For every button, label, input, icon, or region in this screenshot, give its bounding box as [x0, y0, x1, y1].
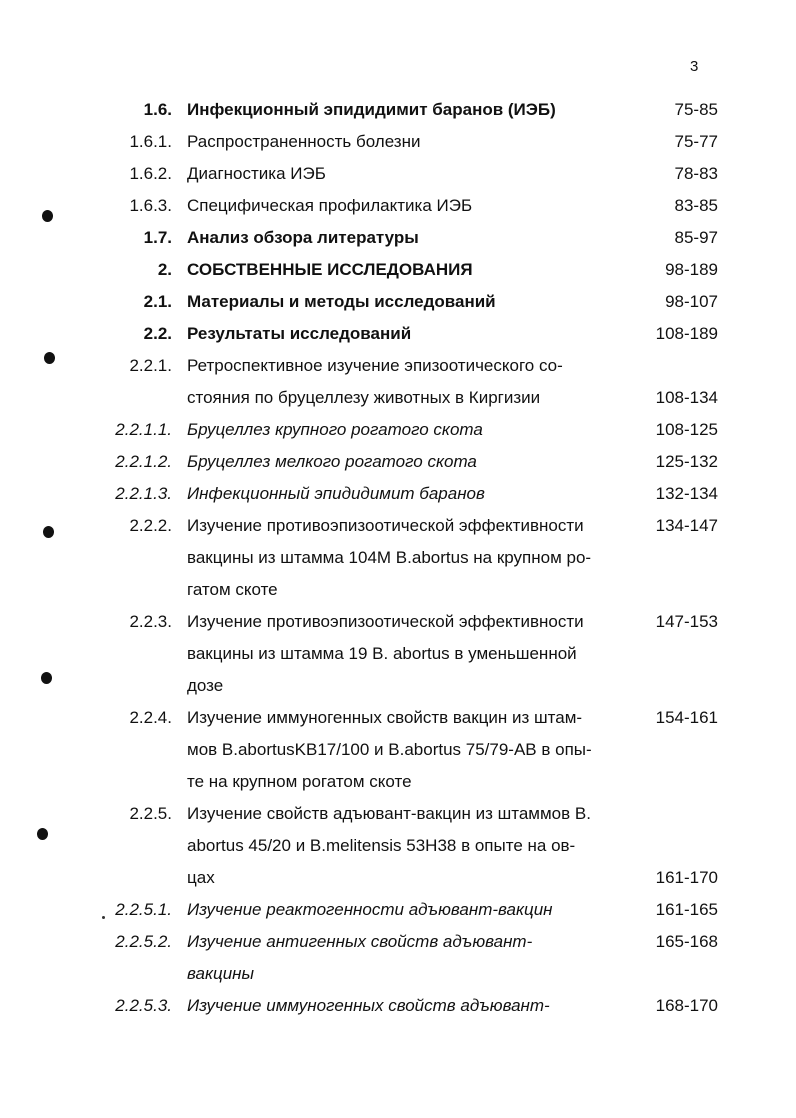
toc-entry-number: 2.1.	[143, 292, 172, 311]
toc-entry-line	[0, 990, 796, 1022]
toc-entry-line	[0, 318, 796, 350]
toc-entry-pages: 134-147	[655, 516, 718, 535]
toc-entry-line	[0, 126, 796, 158]
page-number: 3	[690, 58, 699, 75]
toc-entry-pages: 75-77	[674, 132, 718, 151]
toc-entry-title: гатом скоте	[187, 580, 278, 599]
toc-entry-line	[0, 734, 796, 766]
table-of-contents	[0, 94, 796, 1022]
toc-entry-number: 2.2.5.1.	[115, 900, 172, 919]
toc-entry-pages: 132-134	[655, 484, 718, 503]
toc-entry-title: цах	[187, 868, 215, 887]
toc-entry-title: Бруцеллез мелкого рогатого скота	[187, 452, 477, 471]
toc-entry-line	[0, 574, 796, 606]
toc-entry-number: 1.7.	[143, 228, 172, 247]
toc-entry-title: вакцины из штамма 19 B. abortus в уменьшенной	[187, 644, 577, 663]
toc-entry-line	[0, 894, 796, 926]
toc-entry-title: Изучение реактогенности адъювант-вакцин	[187, 900, 553, 919]
toc-entry-line	[0, 478, 796, 510]
toc-entry-title: вакцины из штамма 104М B.abortus на крупном ро-	[187, 548, 592, 567]
toc-entry-number: 2.2.5.2.	[115, 932, 172, 951]
toc-entry-number: 2.2.	[143, 324, 172, 343]
punch-hole-mark	[41, 672, 52, 684]
toc-entry-number: 2.2.1.1.	[115, 420, 172, 439]
toc-entry-line	[0, 190, 796, 222]
toc-entry-line	[0, 510, 796, 542]
toc-entry-title: Изучение противоэпизоотической эффективности	[187, 612, 584, 631]
toc-entry-pages: 125-132	[655, 452, 718, 471]
toc-entry-title: Инфекционный эпидидимит баранов	[187, 484, 485, 503]
punch-hole-mark	[37, 828, 48, 840]
punch-hole-mark	[44, 352, 55, 364]
punch-hole-mark	[43, 526, 54, 538]
toc-entry-line	[0, 766, 796, 798]
toc-entry-title: мов B.abortusKB17/100 и B.abortus 75/79-AB в опы-	[187, 740, 592, 759]
toc-entry-title: Специфическая профилактика ИЭБ	[187, 196, 473, 215]
toc-entry-title: Распространенность болезни	[187, 132, 421, 151]
toc-entry-pages: 75-85	[674, 100, 718, 119]
toc-entry-pages: 154-161	[655, 708, 718, 727]
toc-entry-title: Изучение свойств адъювант-вакцин из штаммов B.	[187, 804, 591, 823]
toc-entry-number: 2.2.1.	[129, 356, 172, 375]
toc-entry-title: Диагностика ИЭБ	[187, 164, 326, 183]
toc-entry-line	[0, 158, 796, 190]
toc-entry-pages: 98-189	[665, 260, 718, 279]
toc-entry-title: Изучение противоэпизоотической эффективности	[187, 516, 584, 535]
toc-entry-pages: 161-165	[655, 900, 718, 919]
toc-entry-title: Результаты исследований	[187, 324, 412, 343]
toc-entry-number: 2.2.5.	[129, 804, 172, 823]
toc-entry-pages: 168-170	[655, 996, 718, 1015]
toc-entry-pages: 165-168	[655, 932, 718, 951]
toc-entry-line	[0, 606, 796, 638]
toc-entry-line	[0, 926, 796, 958]
toc-entry-title: стояния по бруцеллезу животных в Киргизии	[187, 388, 541, 407]
toc-entry-title: Анализ обзора литературы	[187, 228, 419, 247]
toc-entry-number: 1.6.	[143, 100, 172, 119]
toc-entry-line	[0, 862, 796, 894]
toc-entry-line	[0, 414, 796, 446]
toc-entry-number: 2.	[157, 260, 172, 279]
toc-entry-line	[0, 382, 796, 414]
toc-entry-pages: 108-134	[655, 388, 718, 407]
toc-entry-pages: 147-153	[655, 612, 718, 631]
toc-entry-line	[0, 446, 796, 478]
toc-entry-title: Инфекционный эпидидимит баранов (ИЭБ)	[187, 100, 556, 119]
toc-entry-title: Ретроспективное изучение эпизоотического со-	[187, 356, 563, 375]
toc-entry-number: 1.6.1.	[129, 132, 172, 151]
toc-entry-title: Материалы и методы исследований	[187, 292, 496, 311]
toc-entry-line	[0, 542, 796, 574]
toc-entry-line	[0, 638, 796, 670]
toc-entry-line	[0, 830, 796, 862]
toc-entry-line	[0, 94, 796, 126]
toc-entry-pages: 98-107	[665, 292, 718, 311]
toc-entry-line	[0, 958, 796, 990]
scan-speck	[102, 916, 105, 919]
toc-entry-title: те на крупном рогатом скоте	[187, 772, 412, 791]
toc-entry-number: 1.6.2.	[129, 164, 172, 183]
toc-entry-line	[0, 350, 796, 382]
toc-entry-title: Изучение антигенных свойств адъювант-	[187, 932, 533, 951]
toc-entry-pages: 161-170	[655, 868, 718, 887]
toc-entry-title: Изучение иммуногенных свойств адъювант-	[187, 996, 550, 1015]
toc-entry-title: СОБСТВЕННЫЕ ИССЛЕДОВАНИЯ	[187, 260, 473, 279]
toc-entry-pages: 108-125	[655, 420, 718, 439]
toc-entry-number: 2.2.3.	[129, 612, 172, 631]
toc-entry-number: 1.6.3.	[129, 196, 172, 215]
toc-entry-pages: 78-83	[674, 164, 718, 183]
toc-entry-number: 2.2.4.	[129, 708, 172, 727]
toc-entry-number: 2.2.2.	[129, 516, 172, 535]
toc-entry-number: 2.2.1.2.	[115, 452, 172, 471]
toc-entry-pages: 85-97	[674, 228, 718, 247]
toc-entry-title: Изучение иммуногенных свойств вакцин из штам-	[187, 708, 583, 727]
toc-entry-pages: 83-85	[674, 196, 718, 215]
toc-entry-title: Бруцеллез крупного рогатого скота	[187, 420, 483, 439]
toc-entry-number: 2.2.5.3.	[115, 996, 172, 1015]
punch-hole-mark	[42, 210, 53, 222]
toc-entry-line	[0, 254, 796, 286]
toc-entry-line	[0, 702, 796, 734]
toc-entry-line	[0, 222, 796, 254]
toc-entry-line	[0, 286, 796, 318]
toc-entry-title: abortus 45/20 и B.melitensis 53H38 в опыте на ов-	[187, 836, 576, 855]
toc-entry-title: дозе	[187, 676, 224, 695]
toc-entry-line	[0, 798, 796, 830]
toc-entry-number: 2.2.1.3.	[115, 484, 172, 503]
toc-entry-line	[0, 670, 796, 702]
toc-entry-pages: 108-189	[655, 324, 718, 343]
toc-entry-title: вакцины	[187, 964, 255, 983]
